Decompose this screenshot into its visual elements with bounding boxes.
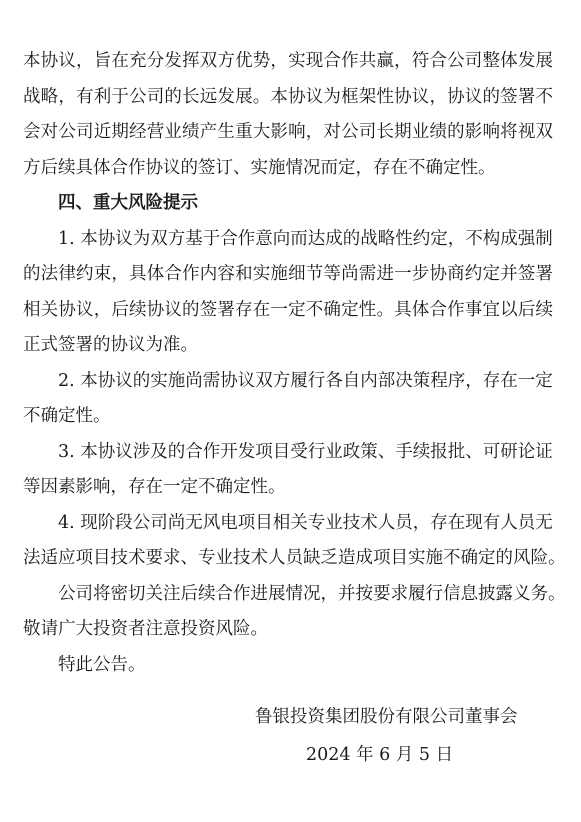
text-line: 等因素影响，存在一定不确定性。 — [23, 477, 286, 497]
risk-item-4 — [23, 506, 566, 577]
text-line: 3. 本协议涉及的合作开发项目受行业政策、手续报批、可研论证 — [58, 441, 553, 462]
text-line: 敬请广大投资者注意投资风险。 — [23, 619, 268, 639]
signature-organization: 鲁银投资集团股份有限公司董事会 — [255, 707, 518, 727]
text-line: 相 关 协 议 ， 后 续 协 议 的 签 署 存 在 一 定 不 确 定 性 。 具 体 合 作 事 宜 以 后 续 — [23, 299, 553, 320]
risk-item-3 — [23, 435, 553, 506]
signature-date: 2024 年 6 月 5 日 — [306, 745, 454, 765]
text-line: 法适应项目技术要求、专业技术人员缺乏造成项目实施不确定的风险。 — [23, 548, 566, 568]
text-line: 2. 本协议的实施尚需协议双方履行各自内部决策程序，存在一定 — [58, 370, 553, 391]
text-line: 的 法 律 约 束 ， 具 体 合 作 内 容 和 实 施 细 节 等 尚 需 进 一 步 协 商 约 定 并 签 署 — [23, 264, 553, 284]
text-line: 本 协 议 ， 旨 在 充 分 发 挥 双 方 优 势 ， 实 现 合 作 共 赢 ， 符 合 公 司 整 体 发 展 — [23, 51, 553, 71]
text-line: 公司将密切关注后续合作进展情况，并按要求履行信息披露义务。 — [58, 583, 566, 604]
announcement-body — [23, 44, 566, 683]
text-line: 4. 现阶段公司尚无风电项目相关专业技术人员，存在现有人员无 — [58, 512, 553, 533]
section-heading: 四、重大风险提示 — [58, 193, 198, 213]
text-line: 会 对 公 司 近 期 经 营 业 绩 产 生 重 大 影 响 ， 对 公 司 长 期 业 绩 的 影 响 将 视 双 — [23, 122, 553, 142]
paragraph-agreement-impact — [23, 44, 553, 186]
text-line: 正式签署的协议为准。 — [23, 335, 198, 355]
risk-item-2 — [23, 364, 553, 435]
text-line: 战 略 ， 有 利 于 公 司 的 长 远 发 展 。 本 协 议 为 框 架 性 协 议 ， 协 议 的 签 署 不 — [23, 86, 553, 107]
text-line: 方后续具体合作协议的签订、实施情况而定，存在不确定性。 — [23, 157, 496, 178]
text-line: 不确定性。 — [23, 406, 111, 426]
text-line: 1. 本协议为双方基于合作意向而达成的战略性约定，不构成强制 — [58, 228, 553, 249]
special-notice: 特此公告。 — [58, 654, 146, 675]
closing-paragraph — [23, 577, 566, 648]
risk-item-1 — [23, 222, 553, 364]
